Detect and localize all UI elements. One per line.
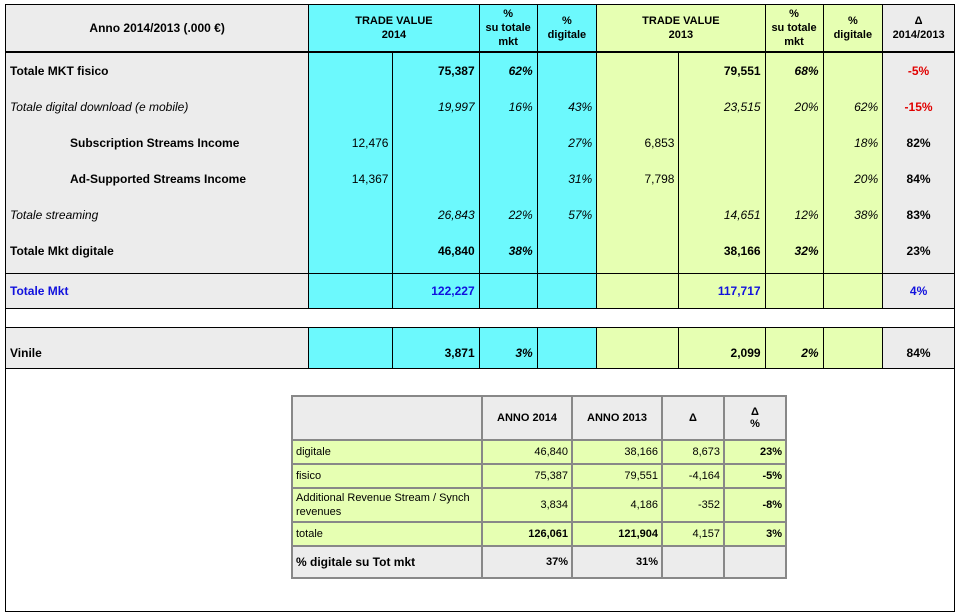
- table-row: [292, 464, 786, 488]
- table-row: [292, 522, 786, 546]
- header-row: [6, 5, 954, 52]
- cell: 23,515: [679, 89, 765, 125]
- cell: [765, 161, 823, 197]
- header-delta: Δ 2014/2013: [883, 5, 954, 52]
- summary-footer-2013: 31%: [572, 546, 662, 578]
- header-trade-2014: TRADE VALUE 2014: [309, 5, 479, 52]
- delta-cell: -15%: [883, 89, 954, 125]
- cell: 126,061: [482, 522, 572, 546]
- cell: [309, 233, 393, 269]
- cell: [679, 161, 765, 197]
- cell: 14,651: [679, 197, 765, 233]
- cell: 12%: [765, 197, 823, 233]
- cell: 43%: [537, 89, 597, 125]
- cell: 19,997: [393, 89, 479, 125]
- cell: 38%: [479, 233, 537, 269]
- total-2013: 117,717: [679, 274, 765, 309]
- cell: 79,551: [679, 52, 765, 89]
- cell: [393, 125, 479, 161]
- cell: 18%: [823, 125, 883, 161]
- table-row: [292, 488, 786, 522]
- cell: [823, 233, 883, 269]
- table-row: [6, 161, 954, 197]
- vinile-row: [6, 328, 954, 369]
- summary-row-label: digitale: [292, 440, 482, 464]
- cell: 14,367: [309, 161, 393, 197]
- row-label: Totale streaming: [6, 197, 309, 233]
- summary-header-delta: Δ: [662, 396, 724, 440]
- cell: 20%: [765, 89, 823, 125]
- total-label: Totale Mkt: [6, 274, 309, 309]
- total-row: [6, 274, 954, 309]
- cell: [679, 125, 765, 161]
- cell: [597, 89, 679, 125]
- cell: [537, 233, 597, 269]
- cell: [597, 52, 679, 89]
- vinile-delta: 84%: [883, 328, 954, 369]
- delta-cell: -5%: [883, 52, 954, 89]
- header-label: Anno 2014/2013 (.000 €): [6, 5, 309, 52]
- table-row: [292, 440, 786, 464]
- summary-row-label: Additional Revenue Stream / Synch revenues: [292, 488, 482, 522]
- cell: -4,164: [662, 464, 724, 488]
- market-table: [6, 5, 954, 369]
- cell: [479, 125, 537, 161]
- cell: 79,551: [572, 464, 662, 488]
- summary-footer-row: [292, 546, 786, 578]
- summary-row-label: totale: [292, 522, 482, 546]
- summary-header-2013: ANNO 2013: [572, 396, 662, 440]
- row-label: Totale digital download (e mobile): [6, 89, 309, 125]
- table-row: [6, 89, 954, 125]
- header-trade-2013: TRADE VALUE 2013: [597, 5, 765, 52]
- cell: 6,853: [597, 125, 679, 161]
- cell: 38,166: [679, 233, 765, 269]
- cell: 32%: [765, 233, 823, 269]
- table-row: [6, 233, 954, 269]
- delta-cell: 82%: [883, 125, 954, 161]
- delta-cell: 84%: [883, 161, 954, 197]
- summary-table: [291, 395, 787, 579]
- cell: 20%: [823, 161, 883, 197]
- delta-cell: 23%: [883, 233, 954, 269]
- row-label: Totale Mkt digitale: [6, 233, 309, 269]
- spreadsheet-area: [5, 4, 955, 612]
- cell: [479, 161, 537, 197]
- cell: 75,387: [393, 52, 479, 89]
- table-row: [6, 197, 954, 233]
- summary-footer-label: % digitale su Tot mkt: [292, 546, 482, 578]
- cell: 75,387: [482, 464, 572, 488]
- cell: [597, 197, 679, 233]
- vinile-pct-2013: 2%: [765, 328, 823, 369]
- cell: -5%: [724, 464, 786, 488]
- vinile-label: Vinile: [6, 328, 309, 369]
- cell: 8,673: [662, 440, 724, 464]
- cell: 68%: [765, 52, 823, 89]
- cell: [309, 89, 393, 125]
- vinile-pct-2014: 3%: [479, 328, 537, 369]
- vinile-2014: 3,871: [393, 328, 479, 369]
- cell: 26,843: [393, 197, 479, 233]
- cell: 31%: [537, 161, 597, 197]
- summary-header-delta-pct: Δ %: [724, 396, 786, 440]
- summary-header: [292, 396, 786, 440]
- delta-cell: 83%: [883, 197, 954, 233]
- cell: [309, 52, 393, 89]
- row-label: Subscription Streams Income: [6, 125, 309, 161]
- table-row: [6, 52, 954, 89]
- cell: 22%: [479, 197, 537, 233]
- cell: -8%: [724, 488, 786, 522]
- total-2014: 122,227: [393, 274, 479, 309]
- summary-footer-2014: 37%: [482, 546, 572, 578]
- cell: 46,840: [482, 440, 572, 464]
- cell: 57%: [537, 197, 597, 233]
- cell: [765, 125, 823, 161]
- cell: [823, 52, 883, 89]
- separator-row: [6, 309, 954, 328]
- summary-header-blank: [292, 396, 482, 440]
- cell: 12,476: [309, 125, 393, 161]
- summary-row-label: fisico: [292, 464, 482, 488]
- cell: 4,157: [662, 522, 724, 546]
- cell: 3,834: [482, 488, 572, 522]
- total-delta: 4%: [883, 274, 954, 309]
- cell: 7,798: [597, 161, 679, 197]
- cell: 38%: [823, 197, 883, 233]
- cell: 121,904: [572, 522, 662, 546]
- row-label: Totale MKT fisico: [6, 52, 309, 89]
- cell: [537, 52, 597, 89]
- header-pct-dig-2014: % digitale: [537, 5, 597, 52]
- cell: 62%: [479, 52, 537, 89]
- cell: [309, 197, 393, 233]
- summary-header-2014: ANNO 2014: [482, 396, 572, 440]
- cell: [393, 161, 479, 197]
- cell: 38,166: [572, 440, 662, 464]
- cell: 62%: [823, 89, 883, 125]
- cell: 3%: [724, 522, 786, 546]
- cell: 27%: [537, 125, 597, 161]
- table-row: [6, 125, 954, 161]
- cell: -352: [662, 488, 724, 522]
- header-pct-tot-2014: % su totale mkt: [479, 5, 537, 52]
- cell: 4,186: [572, 488, 662, 522]
- vinile-2013: 2,099: [679, 328, 765, 369]
- cell: 23%: [724, 440, 786, 464]
- row-label: Ad-Supported Streams Income: [6, 161, 309, 197]
- cell: 46,840: [393, 233, 479, 269]
- header-pct-tot-2013: % su totale mkt: [765, 5, 823, 52]
- cell: [597, 233, 679, 269]
- cell: 16%: [479, 89, 537, 125]
- header-pct-dig-2013: % digitale: [823, 5, 883, 52]
